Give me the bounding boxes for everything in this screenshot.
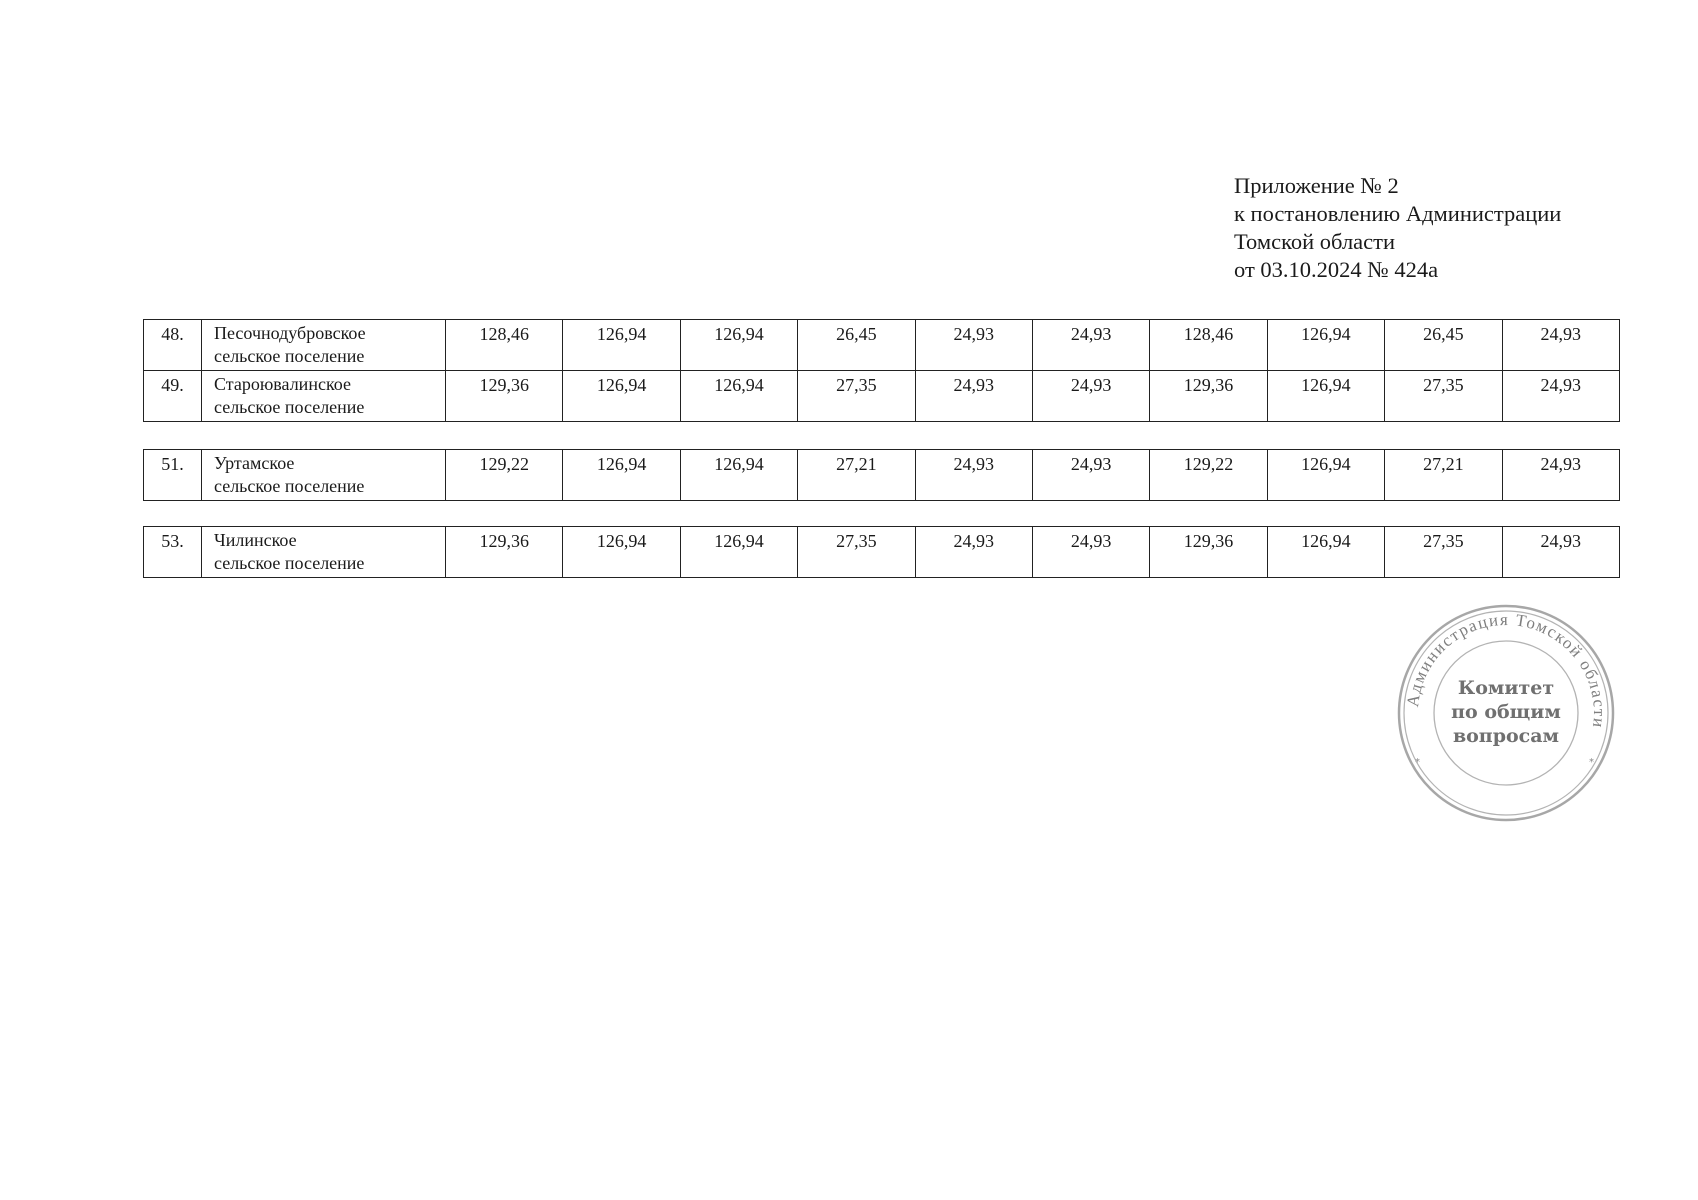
value-cell: 126,94 [1267,527,1384,578]
settlement-name [202,371,446,422]
value-cell: 24,93 [915,371,1032,422]
settlement-name-line2: сельское поселение [214,346,365,366]
value-cell: 129,22 [446,450,563,501]
settlement-name-line1: Песочнодубровское [214,323,366,343]
settlement-name-line1: Уртамское [214,453,295,473]
seal-center-line3: вопросам [1452,725,1560,747]
table-row [144,320,1620,371]
value-cell: 126,94 [563,371,680,422]
value-cell: 129,36 [1150,371,1267,422]
seal-star-right: * [1589,757,1594,768]
value-cell: 24,93 [1032,450,1149,501]
row-number: 53. [144,527,202,578]
value-cell: 128,46 [1150,320,1267,371]
appendix-title: Приложение № 2 [1234,173,1399,198]
value-cell: 126,94 [680,527,797,578]
value-cell: 126,94 [680,371,797,422]
appendix-region-line: Томской области [1234,229,1396,254]
value-cell: 24,93 [1502,450,1619,501]
settlement-name-line1: Чилинское [214,530,297,550]
value-cell: 126,94 [563,450,680,501]
row-number: 48. [144,320,202,371]
rates-table-part-3 [143,526,1620,578]
value-cell: 129,36 [446,371,563,422]
settlement-name [202,527,446,578]
settlement-name [202,450,446,501]
rates-table-part-2 [143,449,1620,501]
table-row [144,371,1620,422]
value-cell: 26,45 [798,320,915,371]
value-cell: 126,94 [1267,450,1384,501]
appendix-resolution-line: к постановлению Администрации [1234,201,1562,226]
value-cell: 27,21 [1385,450,1502,501]
row-number: 51. [144,450,202,501]
seal-star-left: * [1415,757,1420,768]
value-cell: 126,94 [563,320,680,371]
value-cell: 24,93 [1502,527,1619,578]
official-seal [1393,603,1619,823]
value-cell: 27,35 [1385,527,1502,578]
value-cell: 27,35 [1385,371,1502,422]
appendix-date-line: от 03.10.2024 № 424а [1234,257,1439,282]
value-cell: 24,93 [915,527,1032,578]
value-cell: 129,22 [1150,450,1267,501]
value-cell: 128,46 [446,320,563,371]
seal-ring-textpath: Администрация Томской области [1403,609,1610,730]
settlement-name-line2: сельское поселение [214,553,365,573]
rates-table-part-1 [143,319,1620,422]
value-cell: 27,21 [798,450,915,501]
value-cell: 24,93 [1502,320,1619,371]
value-cell: 24,93 [915,450,1032,501]
table-row [144,450,1620,501]
settlement-name-line2: сельское поселение [214,476,365,496]
seal-center-line2: по общим [1451,701,1561,723]
table-row [144,527,1620,578]
value-cell: 24,93 [915,320,1032,371]
value-cell: 24,93 [1032,527,1149,578]
seal-center-line1: Комитет [1457,677,1555,699]
settlement-name-line1: Староювалинское [214,374,351,394]
settlement-name [202,320,446,371]
value-cell: 126,94 [1267,371,1384,422]
settlement-name-line2: сельское поселение [214,397,365,417]
value-cell: 27,35 [798,527,915,578]
value-cell: 24,93 [1032,320,1149,371]
value-cell: 126,94 [680,450,797,501]
value-cell: 126,94 [563,527,680,578]
row-number: 49. [144,371,202,422]
value-cell: 126,94 [680,320,797,371]
value-cell: 27,35 [798,371,915,422]
appendix-header [1234,172,1561,284]
value-cell: 129,36 [1150,527,1267,578]
value-cell: 26,45 [1385,320,1502,371]
value-cell: 126,94 [1267,320,1384,371]
value-cell: 129,36 [446,527,563,578]
value-cell: 24,93 [1502,371,1619,422]
value-cell: 24,93 [1032,371,1149,422]
